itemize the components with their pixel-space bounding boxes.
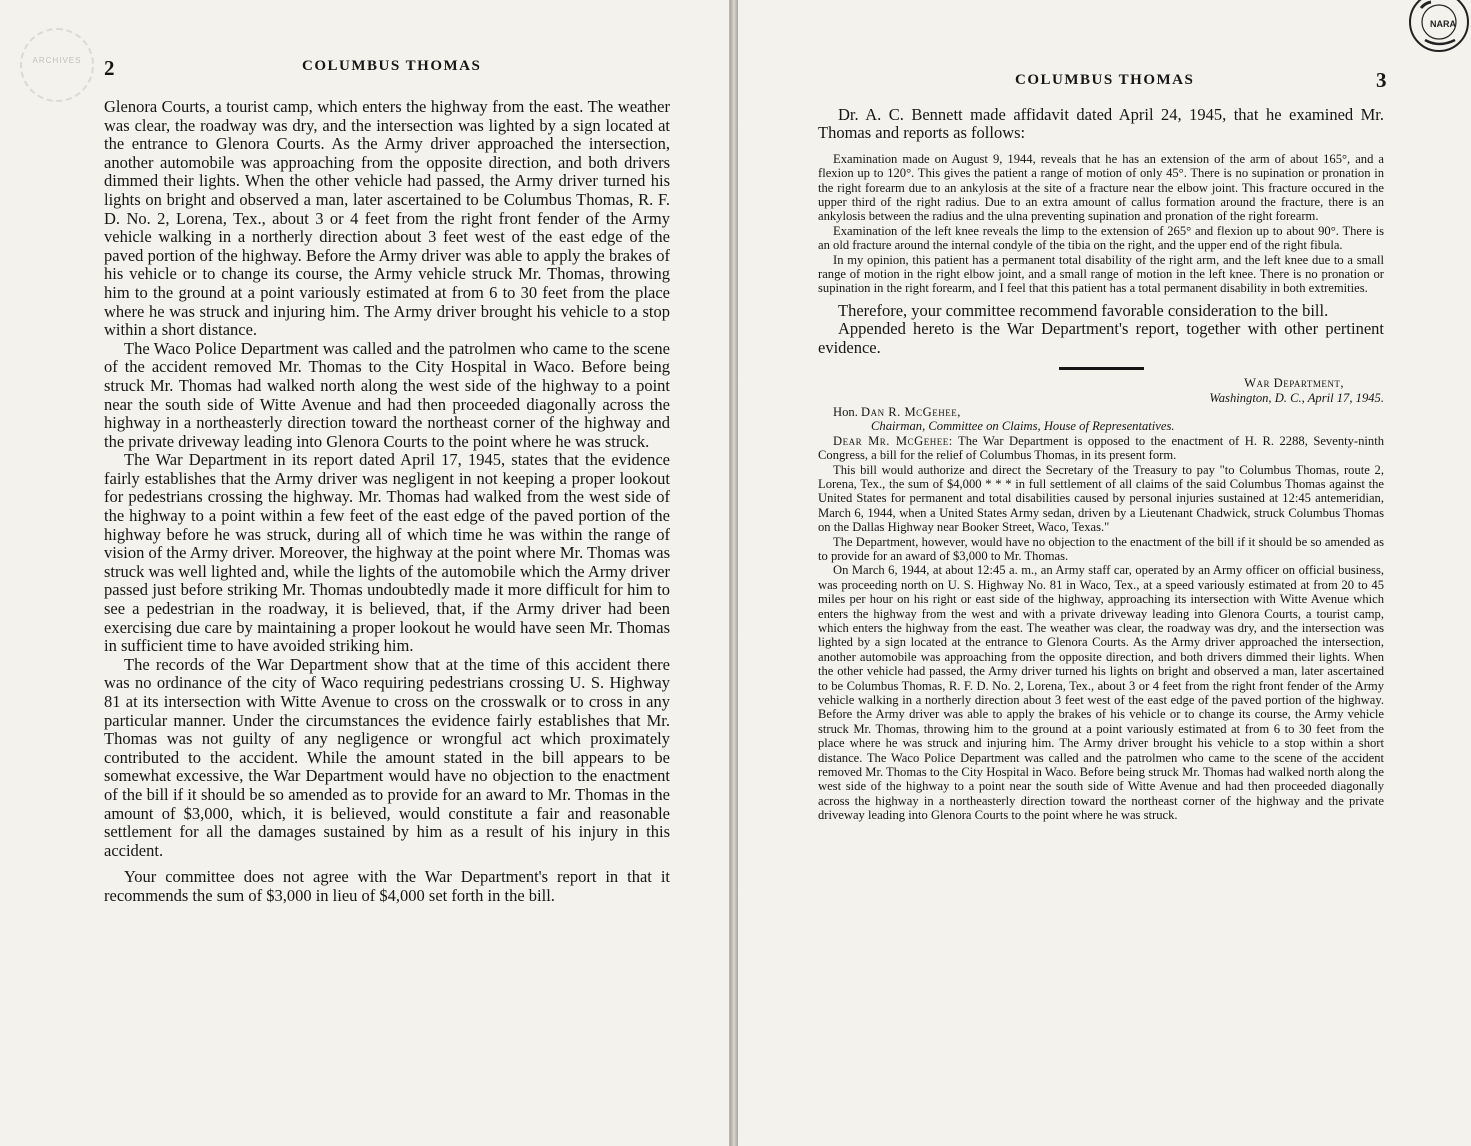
right-page bbox=[738, 0, 1471, 1146]
left-page bbox=[0, 0, 730, 1146]
svg-text:NARA: NARA bbox=[1430, 19, 1456, 29]
letter-paragraph bbox=[818, 434, 1384, 463]
page-number: 2 bbox=[104, 56, 115, 80]
right-text-column bbox=[818, 106, 1384, 823]
paragraph: The records of the War Department show that at the time of this accident there was no ordinance of the city of Waco requiring pedestrians crossing U. S. Highway 81 at its intersection with Witte Avenue to cross on the crosswalk or to cross in any particular manner. Under the circumstances the evidence fairly establishes that Mr. Thomas was not guilty of any negligence or wrongful act which proximately contributed to the accident. While the amount stated in the bill appears to be somewhat excessive, the War Department would have no objection to the enactment of the bill if it should be so amended as to provide for an award to Mr. Thomas in the amount of $3,000, which, it is believed, would constitute a fair and reasonable settlement for all the damages sustained by him as a result of his injury in this accident. bbox=[104, 654, 670, 860]
paragraph: The War Department in its report dated April 17, 1945, states that the evidence fairly establishes that the Army driver was negligent in not keeping a proper lookout for pedestrians crossing the highway. Mr. Thomas had walked from the west side of the highway to a point within a few feet of the east edge of the paved portion of the highway before he was struck, during all of which time he was within the range of vision of the Army driver. Moreover, the highway at the point where Mr. Thomas was struck was well lighted and, while the lights of the automobile which the Army driver passed just before striking Mr. Thomas undoubtedly made it more difficult for him to see a pedestrian in the roadway, it is believed, that, if the Army driver had been exercising due care by maintaining a proper lookout he would have seen Mr. Thomas in sufficient time to have avoided striking him. bbox=[104, 450, 670, 656]
archive-stamp-faint bbox=[20, 28, 94, 102]
recommendation: Therefore, your committee recommend favorable consideration to the bill. bbox=[838, 300, 1329, 320]
running-head: COLUMBUS THOMAS bbox=[302, 58, 482, 74]
section-rule bbox=[1059, 367, 1144, 370]
letter-paragraph: On March 6, 1944, at about 12:45 a. m., an Army staff car, operated by an Army officer on official business, was proceeding north on U. S. Highway No. 81 in Waco, Tex., at a speed variously estimated at from 20 to 45 miles per hour on his right or east side of the highway, approaching its intersection with Witte Avenue which enters the highway from the west and with a private driveway leading into Glenora Courts, a tourist camp, which enters the highway from the east. The weather was clear, the roadway was dry, and the intersection was lighted by a sign located at the entrance to Glenora Courts. As the Army driver approached the intersection, another automobile was approaching from the opposite direction, and both drivers dimmed their lights. When the other vehicle had passed, the Army driver turned his lights on bright and observed a man, later ascertained to be Columbus Thomas, R. F. D. No. 2, Lorena, Tex., about 3 or 4 feet from the right front fender of the Army vehicle walking in a northerly direction about 3 feet west of the east edge of the paved portion of the highway. Before the Army driver was able to apply the brakes of his vehicle or to change its course, the Army vehicle struck Mr. Thomas, throwing him to the ground at a point variously estimated at from 6 to 30 feet from the place where he was struck and injuring him. The Army driver brought his vehicle to a stop within a short distance. The Waco Police Department was called and the patrolmen who came to the scene of the accident removed Mr. Thomas to the City Hospital in Waco. Before being struck Mr. Thomas had walked north along the west side of the highway to a point near the south side of Witte Avenue and had then proceeded diagonally across the highway in a northeasterly direction toward the northeast corner of the highway and the private driveway leading into Glenora Courts to the point where he was struck. bbox=[818, 563, 1384, 823]
archive-stamp-text: ARCHIVES bbox=[32, 56, 82, 65]
war-department-letter bbox=[818, 376, 1384, 823]
running-head: COLUMBUS THOMAS bbox=[1015, 72, 1195, 88]
paragraph: Glenora Courts, a tourist camp, which enters the highway from the east. The weather was clear, the roadway was dry, and the intersection was lighted by a sign located at the entrance to Glenora Courts. As the Army driver approached the intersection, another automobile was approaching from the opposite direction, and both drivers dimmed their lights. When the other vehicle had passed, the Army driver turned his lights on bright and observed a man, later ascertained to be Columbus Thomas, R. F. D. No. 2, Lorena, Tex., about 3 or 4 feet from the right front fender of the Army vehicle walking in a northerly direction about 3 feet west of the east edge of the paved portion of the highway. Before the Army driver was able to apply the brakes of his vehicle or to change its course, the Army vehicle struck Mr. Thomas, throwing him to the ground at a point variously estimated at from 6 to 30 feet from the place where he was struck and injuring him. The Army driver brought his vehicle to a stop within a short distance. bbox=[104, 97, 670, 340]
left-text-column bbox=[104, 98, 670, 906]
page-number: 3 bbox=[1376, 68, 1387, 92]
letter-opening: The War Department is opposed to the enactment of H. R. 2288, Seventy-ninth Congress, a bill for the relief of Columbus Thomas, in its present form. bbox=[818, 433, 1384, 463]
book-gutter bbox=[730, 0, 738, 1146]
paragraph: The Waco Police Department was called and the patrolmen who came to the scene of the accident removed Mr. Thomas to the City Hospital in Waco. Before being struck Mr. Thomas had walked north along the west side of the highway to a point near the south side of Witte Avenue and had then proceeded diagonally across the highway in a northeasterly direction toward the northeast corner of the highway and the private driveway leading into Glenora Courts to the point where he was struck. bbox=[104, 338, 670, 451]
appended-note: Appended hereto is the War Department's report, together with other pertinent evidence. bbox=[818, 319, 1384, 357]
quote-paragraph: Examination of the left knee reveals the limp to the extension of 265° and flexion up to about 90°. There is an old fracture around the internal condyle of the tibia on the right, and the upper end of the right fibula. bbox=[818, 223, 1384, 253]
letter-from: War Department, bbox=[1244, 376, 1344, 391]
affidavit-quote bbox=[818, 152, 1384, 296]
salutation: Dear Mr. McGehee: bbox=[833, 433, 953, 448]
addressee-title: Chairman, Committee on Claims, House of Representatives. bbox=[871, 419, 1175, 434]
affidavit-intro: Dr. A. C. Bennett made affidavit dated April 24, 1945, that he examined Mr. Thomas and reports as follows: bbox=[818, 105, 1384, 143]
letter-paragraph: This bill would authorize and direct the Secretary of the Treasury to pay "to Columbus Thomas, route 2, Lorena, Tex., the sum of $4,000 * * * in full settlement of all claims of the said Columbus Thomas against the United States for permanent and total disabilities caused by personal injuries sustained at 12:45 antemeridian, March 6, 1944, when a United States Army sedan, driven by a Lieutenant Chadwick, struck Columbus Thomas on the Dallas Highway near Booker Street, Waco, Texas." bbox=[818, 462, 1384, 535]
paragraph: Your committee does not agree with the War Department's report in that it recommends the sum of $3,000 in lieu of $4,000 set forth in the bill. bbox=[104, 867, 670, 905]
quote-paragraph: In my opinion, this patient has a permanent total disability of the right arm, and the left knee due to a small range of motion in the right elbow joint, and a small range of motion in the left knee. There is no pronation or supination in the right forearm, and I feel that this patient has a total permanent disability in both extremities. bbox=[818, 252, 1384, 296]
quote-paragraph: Examination made on August 9, 1944, reveals that he has an extension of the arm of about 165°, and a flexion up to 120°. This gives the patient a range of motion of only 45°. There is no supination or pronation in the right forearm due to an ankylosis at the site of a fracture near the elbow joint. This fracture occured in the upper third of the right radius. Due to an extra amount of callus formation around the fracture, there is an ankylosis between the radius and the ulna preventing supination and pronation of the right forearm. bbox=[818, 151, 1384, 224]
letter-place-date: Washington, D. C., April 17, 1945. bbox=[1209, 390, 1384, 405]
letter-paragraph: The Department, however, would have no objection to the enactment of the bill if it should be so amended as to provide for an award of $3,000 to Mr. Thomas. bbox=[818, 534, 1384, 563]
letter-addressee bbox=[818, 405, 1384, 419]
library-seal-stamp bbox=[1399, 0, 1469, 64]
addressee-name: Dan R. McGehee, bbox=[861, 404, 961, 419]
addressee-hon: Hon. bbox=[833, 404, 861, 419]
